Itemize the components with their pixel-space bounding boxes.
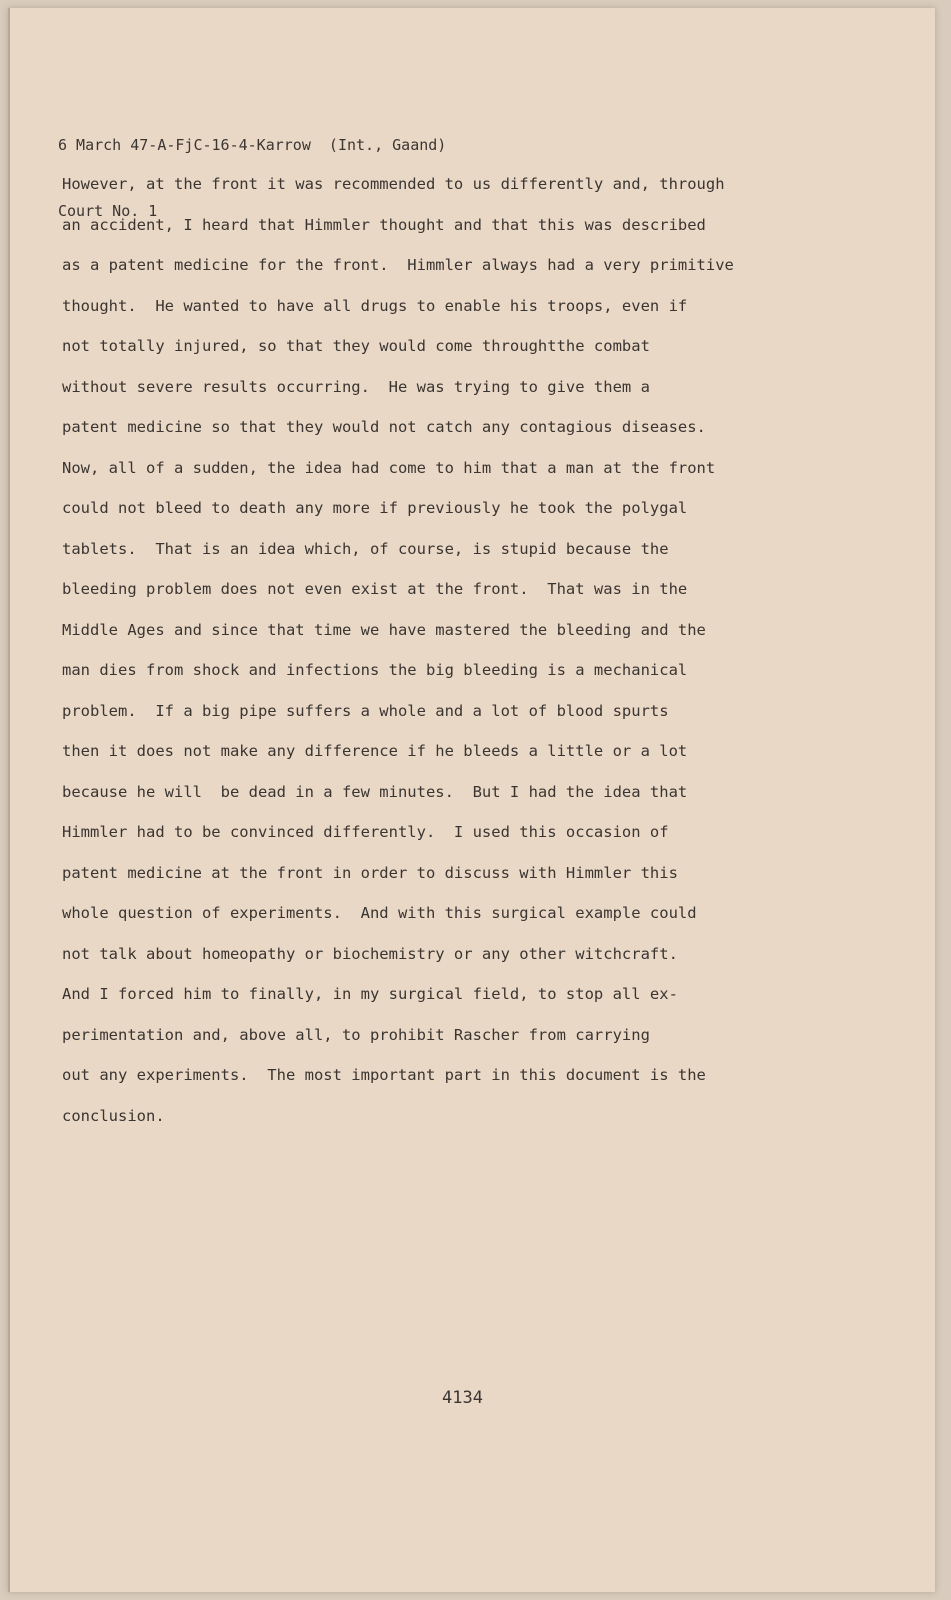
text-line: man dies from shock and infections the big bleeding is a mechanical: [62, 661, 688, 679]
text-line: problem. If a big pipe suffers a whole and a lot of blood spurts: [62, 701, 669, 720]
text-line: And I forced him to finally, in my surgical field, to stop all ex-: [62, 985, 678, 1003]
text-line: because he will be dead in a few minutes. But I had the idea that: [62, 782, 688, 801]
text-line: thought. He wanted to have all drugs to enable his troops, even if: [62, 296, 688, 315]
text-line: Middle Ages and since that time we have mastered the bleeding and the: [62, 620, 706, 639]
text-line: without severe results occurring. He was trying to give them a: [62, 377, 650, 396]
text-line: not talk about homeopathy or biochemistry or any other witchcraft.: [62, 944, 678, 963]
text-line: as a patent medicine for the front. Himmler always had a very primitive: [62, 256, 734, 274]
page-number: 4134: [442, 1388, 483, 1408]
text-line: Himmler had to be convinced differently. I used this occasion of: [62, 823, 669, 841]
text-line: not totally injured, so that they would come throughtthe combat: [62, 337, 650, 355]
text-line: However, at the front it was recommended to us differently and, through: [62, 175, 725, 193]
text-line: bleeding problem does not even exist at the front. That was in the: [62, 580, 688, 598]
testimony-body: [62, 164, 822, 1136]
text-line: conclusion.: [62, 1106, 165, 1125]
document-page: [8, 8, 935, 1592]
text-line: out any experiments. The most important part in this document is the: [62, 1066, 706, 1084]
text-line: patent medicine so that they would not catch any contagious diseases.: [62, 418, 706, 436]
header-line-court: Court No. 1: [58, 202, 158, 220]
text-line: could not bleed to death any more if previously he took the polygal: [62, 499, 688, 517]
text-line: an accident, I heard that Himmler thought and that this was described: [62, 215, 706, 234]
text-line: Now, all of a sudden, the idea had come to him that a man at the front: [62, 458, 716, 477]
text-line: perimentation and, above all, to prohibit Rascher from carrying: [62, 1025, 650, 1044]
header-line-date-reference: 6 March 47-A-FjC-16-4-Karrow (Int., Gaand): [58, 136, 447, 154]
text-line: then it does not make any difference if he bleeds a little or a lot: [62, 742, 688, 760]
text-line: patent medicine at the front in order to discuss with Himmler this: [62, 863, 678, 882]
text-line: tablets. That is an idea which, of course, is stupid because the: [62, 539, 669, 558]
text-line: whole question of experiments. And with this surgical example could: [62, 904, 697, 922]
